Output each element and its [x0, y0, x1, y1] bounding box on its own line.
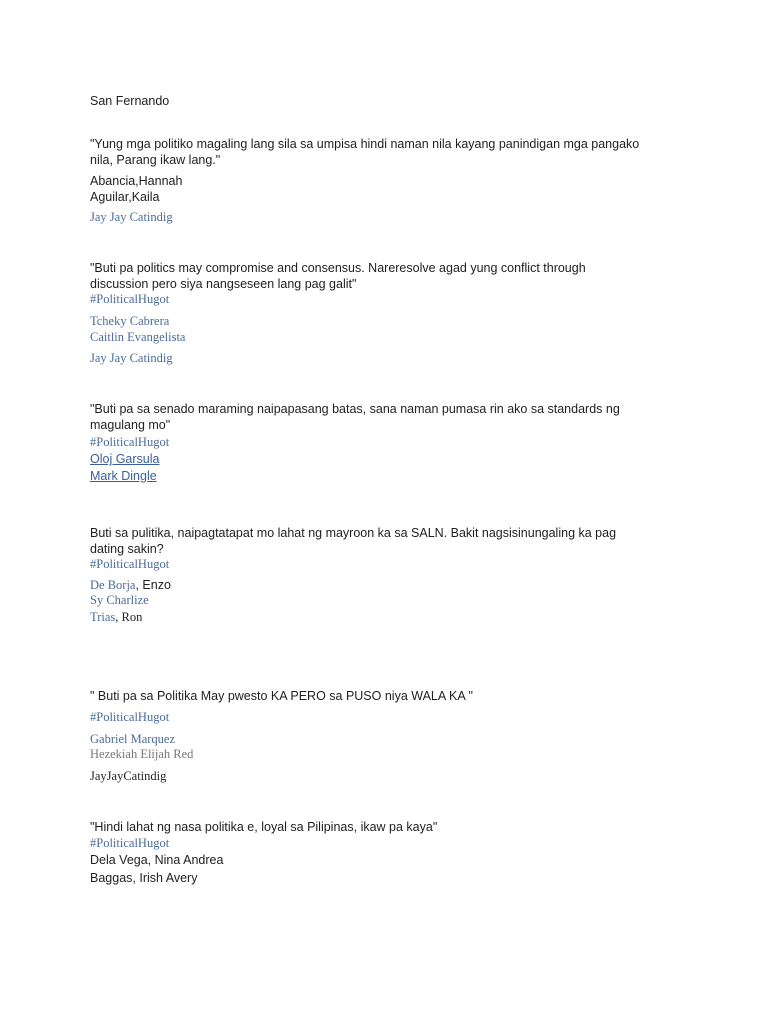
post-1-author-1: Abancia,Hannah — [90, 174, 183, 188]
post-1-author-2: Aguilar,Kaila — [90, 190, 160, 204]
post-6-quote: "Hindi lahat ng nasa politika e, loyal sa Pilipinas, ikaw pa kaya" — [90, 820, 438, 834]
post-2-hashtag: #PoliticalHugot — [90, 292, 170, 306]
post-1-quote-line-1: "Yung mga politiko magaling lang sila sa umpisa hindi naman nila kayang panindigan mga pangako — [90, 137, 640, 151]
post-2-author-1: Tcheky Cabrera — [90, 314, 170, 328]
post-3-author-link-2[interactable]: Mark Dingle — [90, 469, 157, 483]
post-3-quote-line-1: "Buti pa sa senado maraming naipapasang batas, sana naman pumasa rin ako sa standards ng — [90, 402, 620, 416]
post-5-author-2: Hezekiah Elijah Red — [90, 747, 194, 761]
post-2-quote-line-1: "Buti pa politics may compromise and consensus. Nareresolve agad yung conflict through — [90, 261, 586, 275]
post-1-author-3: Jay Jay Catindig — [90, 210, 173, 224]
post-4-author-1-given: , Enzo — [135, 578, 171, 592]
post-6-hashtag: #PoliticalHugot — [90, 836, 170, 850]
post-4-hashtag: #PoliticalHugot — [90, 557, 170, 571]
post-2-author-3: Jay Jay Catindig — [90, 351, 173, 365]
post-3-quote-line-2: magulang mo" — [90, 418, 171, 432]
post-4-author-3-surname: Trias — [90, 610, 116, 624]
post-4-author-3-given: , Ron — [115, 610, 143, 624]
post-2-quote-line-2: discussion pero siya nangseseen lang pag galit" — [90, 277, 357, 291]
post-5-author-1: Gabriel Marquez — [90, 732, 176, 746]
post-4-author-1-surname: De Borja — [90, 578, 136, 592]
location-heading: San Fernando — [90, 94, 170, 108]
post-5-author-3: JayJayCatindig — [90, 769, 167, 783]
post-4-author-3 — [90, 608, 142, 626]
post-5-hashtag: #PoliticalHugot — [90, 710, 170, 724]
post-2-author-2: Caitlin Evangelista — [90, 330, 186, 344]
post-4-author-2: Sy Charlize — [90, 593, 149, 607]
post-1-quote-line-2: nila, Parang ikaw lang." — [90, 153, 221, 167]
post-6-author-2: Baggas, Irish Avery — [90, 871, 198, 885]
post-4-quote-line-2: dating sakin? — [90, 542, 164, 556]
post-3-author-link-1[interactable]: Oloj Garsula — [90, 452, 160, 466]
post-3-hashtag: #PoliticalHugot — [90, 435, 170, 449]
post-4-quote-line-1: Buti sa pulitika, naipagtatapat mo lahat ng mayroon ka sa SALN. Bakit nagsisinungaling ka pag — [90, 526, 617, 540]
post-6-author-1: Dela Vega, Nina Andrea — [90, 853, 224, 867]
post-5-quote: " Buti pa sa Politika May pwesto KA PERO sa PUSO niya WALA KA " — [90, 689, 473, 703]
